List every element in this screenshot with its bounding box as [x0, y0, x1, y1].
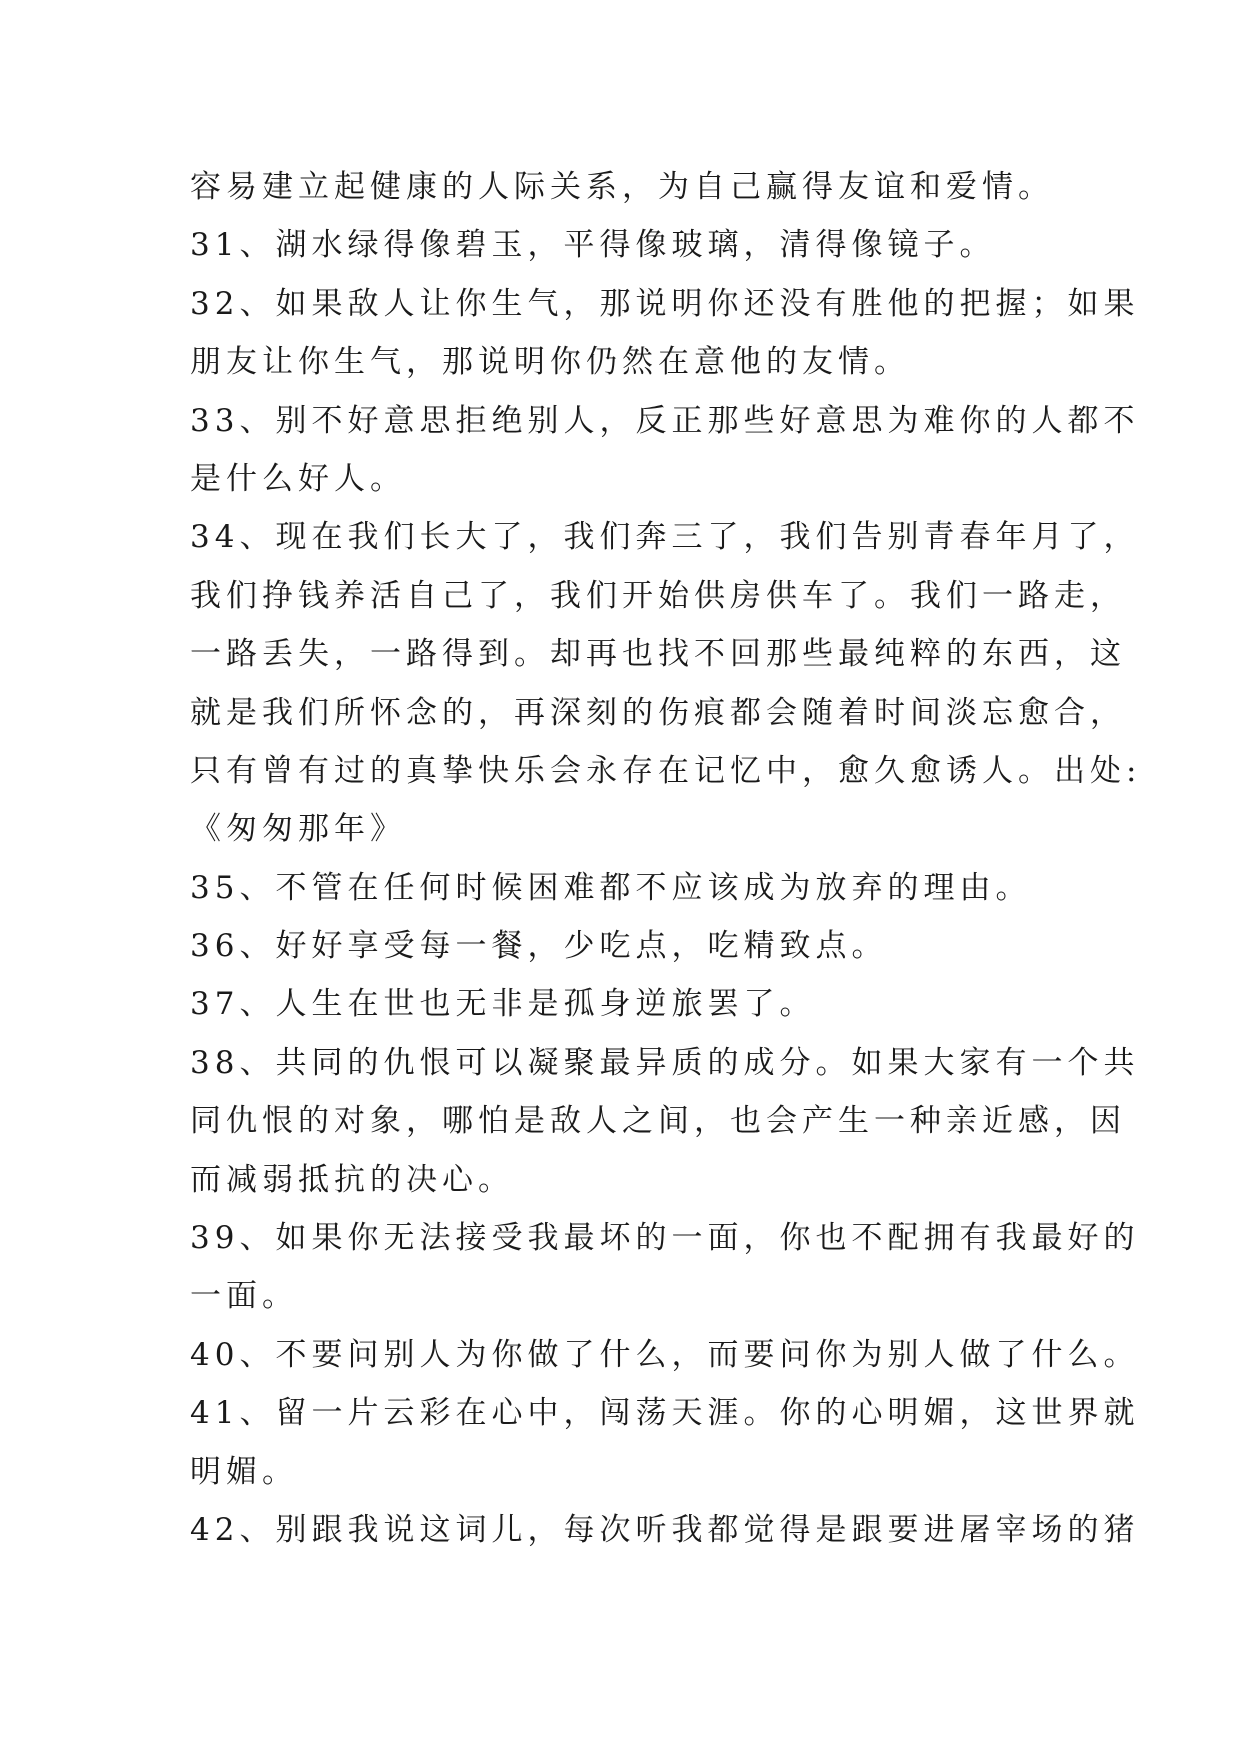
text-line: 是什么好人。 [190, 460, 406, 497]
text-line: 《匆匆那年》 [190, 811, 406, 848]
text-line: 42、别跟我说这词儿，每次听我都觉得是跟要进屠宰场的猪 [190, 1511, 1140, 1548]
text-line: 而减弱抵抗的决心。 [190, 1161, 514, 1198]
text-line: 37、人生在世也无非是孤身逆旅罢了。 [190, 986, 816, 1023]
text-line: 33、别不好意思拒绝别人，反正那些好意思为难你的人都不 [190, 402, 1140, 439]
text-line: 朋友让你生气，那说明你仍然在意他的友情。 [190, 344, 910, 381]
text-line: 我们挣钱养活自己了，我们开始供房供车了。我们一路走， [190, 577, 1126, 614]
text-line: 一面。 [190, 1278, 298, 1315]
text-line: 同仇恨的对象，哪怕是敌人之间，也会产生一种亲近感，因 [190, 1103, 1126, 1140]
text-line: 34、现在我们长大了，我们奔三了，我们告别青春年月了， [190, 519, 1140, 556]
text-line: 明媚。 [190, 1453, 298, 1490]
text-line: 36、好好享受每一餐，少吃点，吃精致点。 [190, 928, 888, 965]
text-line: 35、不管在任何时候困难都不应该成为放弃的理由。 [190, 869, 1032, 906]
text-line: 31、湖水绿得像碧玉，平得像玻璃，清得像镜子。 [190, 227, 996, 264]
body-text [190, 158, 1142, 1559]
text-line: 38、共同的仇恨可以凝聚最异质的成分。如果大家有一个共 [190, 1044, 1140, 1081]
text-line: 容易建立起健康的人际关系，为自己赢得友谊和爱情。 [190, 169, 1054, 205]
text-line: 就是我们所怀念的，再深刻的伤痕都会随着时间淡忘愈合， [190, 694, 1126, 731]
text-line: 39、如果你无法接受我最坏的一面，你也不配拥有我最好的 [190, 1220, 1140, 1257]
text-line: 40、不要问别人为你做了什么，而要问你为别人做了什么。 [190, 1336, 1140, 1373]
text-line: 41、留一片云彩在心中，闯荡天涯。你的心明媚，这世界就 [190, 1395, 1140, 1432]
text-line: 一路丢失，一路得到。却再也找不回那些最纯粹的东西，这 [190, 636, 1126, 673]
text-line: 只有曾有过的真挚快乐会永存在记忆中，愈久愈诱人。出处: [190, 752, 1142, 789]
text-line: 32、如果敌人让你生气，那说明你还没有胜他的把握；如果 [190, 285, 1140, 322]
